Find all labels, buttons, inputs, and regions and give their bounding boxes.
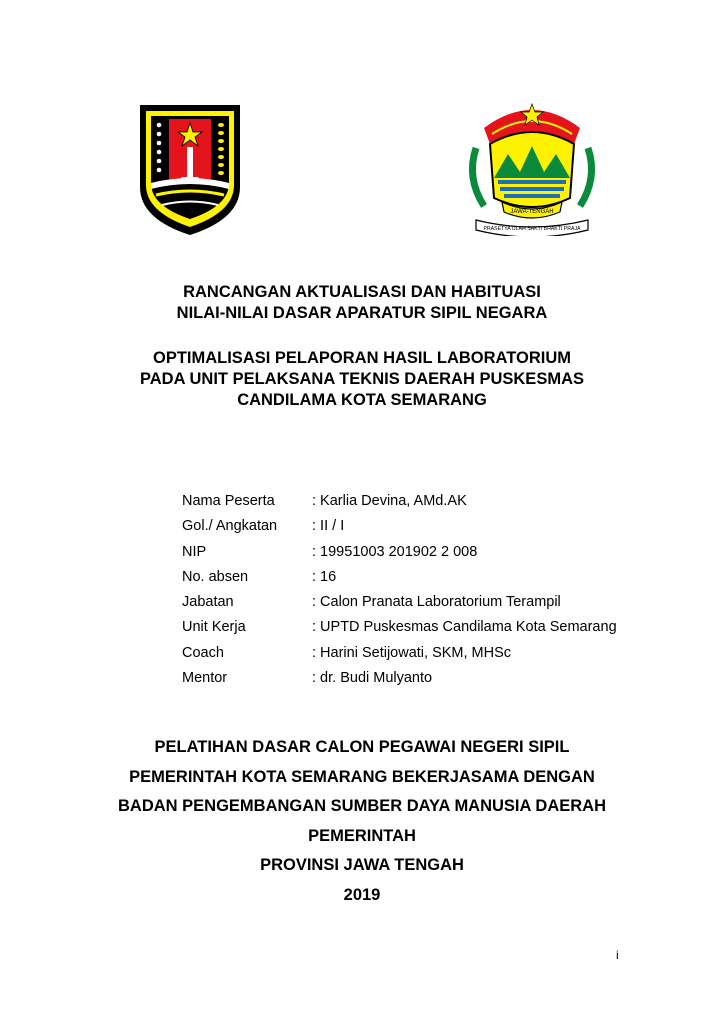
info-row-golongan (182, 514, 617, 539)
info-label: Jabatan (182, 594, 234, 611)
kota-semarang-logo (138, 103, 242, 237)
info-label: Mentor (182, 670, 228, 687)
info-row-coach (182, 641, 617, 666)
info-row-absen (182, 565, 617, 590)
page-number: i (616, 948, 619, 962)
info-row-nama (182, 489, 617, 514)
subtitle-line-2: PADA UNIT PELAKSANA TEKNIS DAERAH PUSKESMAS (139, 370, 584, 388)
title-line-1: RANCANGAN AKTUALISASI DAN HABITUASI (183, 283, 541, 301)
info-label: Coach (182, 644, 224, 661)
info-label: No. absen (182, 568, 249, 585)
document-title (0, 282, 724, 324)
info-value: : Harini Setijowati, SKM, MHSc (312, 644, 512, 661)
subtitle-line-3: CANDILAMA KOTA SEMARANG (237, 391, 487, 409)
subtitle-line-1: OPTIMALISASI PELAPORAN HASIL LABORATORIUM (152, 349, 571, 367)
footer-year: 2019 (343, 885, 381, 904)
info-label: Nama Peserta (182, 493, 275, 509)
footer-line-4: PEMERINTAH (308, 826, 416, 845)
footer-line-2: PEMERINTAH KOTA SEMARANG BEKERJASAMA DENGAN (129, 767, 595, 786)
document-subtitle (0, 348, 724, 411)
info-value: : dr. Budi Mulyanto (312, 670, 433, 687)
info-row-nip (182, 540, 617, 565)
title-line-2: NILAI-NILAI DASAR APARATUR SIPIL NEGARA (176, 304, 548, 322)
info-value: : Calon Pranata Laboratorium Terampil (312, 594, 561, 611)
jawa-tengah-logo (462, 98, 602, 236)
info-value: : Karlia Devina, AMd.AK (312, 493, 467, 509)
footer-line-3: BADAN PENGEMBANGAN SUMBER DAYA MANUSIA DAERAH (117, 797, 606, 815)
info-value: : 19951003 201902 2 008 (312, 543, 478, 560)
info-value: : UPTD Puskesmas Candilama Kota Semarang (312, 619, 617, 636)
info-value: : II / I (312, 518, 345, 535)
participant-info (182, 489, 617, 691)
logo-ribbon-text: JAWA-TENGAH (510, 209, 554, 215)
info-label: NIP (182, 543, 207, 560)
info-label: Gol./ Angkatan (182, 518, 278, 535)
institution-block (0, 733, 724, 910)
footer-line-5: PROVINSI JAWA TENGAH (260, 856, 464, 874)
footer-line-1: PELATIHAN DASAR CALON PEGAWAI NEGERI SIPIL (154, 738, 570, 756)
info-label: Unit Kerja (182, 619, 246, 636)
info-value: : 16 (312, 568, 337, 585)
info-row-jabatan (182, 590, 617, 615)
logo-motto-text: PRASETYA ULAH SAKTI BHAKTI PRAJA (483, 226, 581, 232)
info-row-mentor (182, 666, 617, 691)
info-row-unit-kerja (182, 615, 617, 640)
